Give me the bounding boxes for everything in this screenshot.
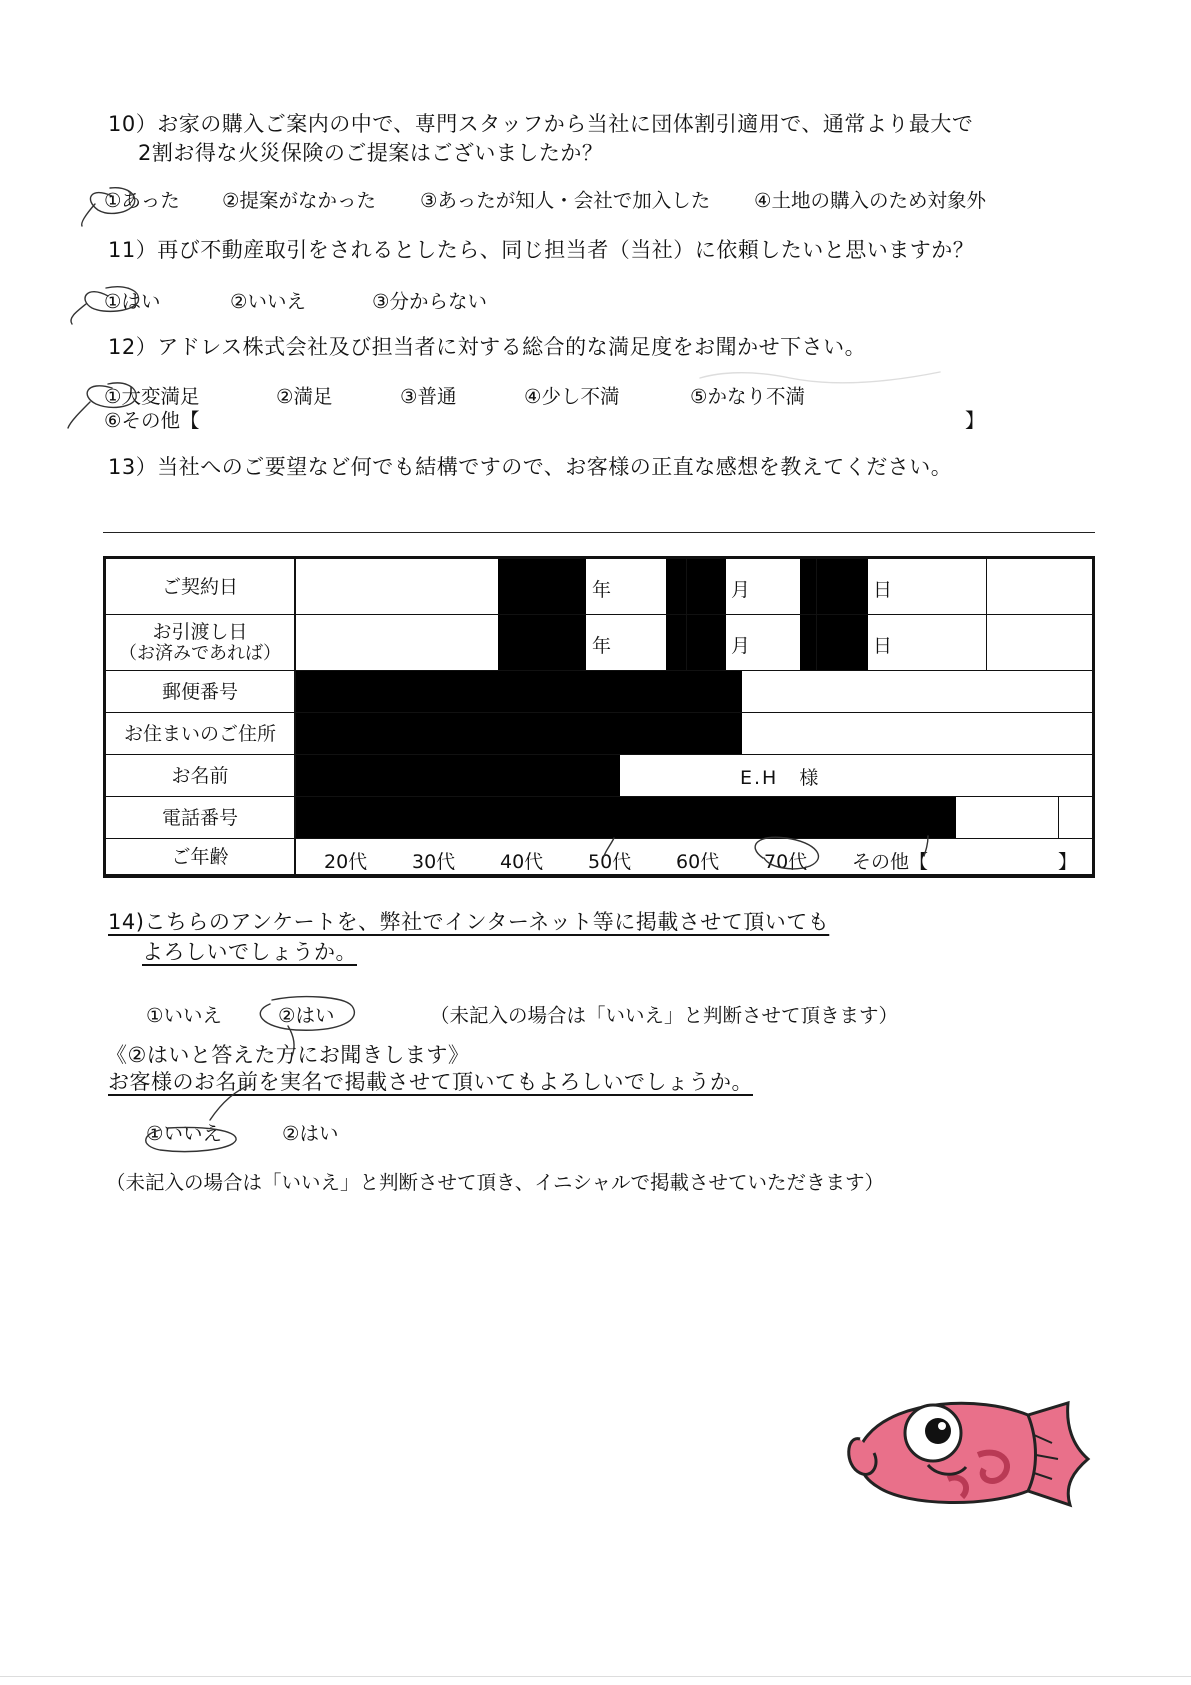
- q12-option-6[interactable]: ⑥その他【: [104, 409, 200, 432]
- age-option-70s[interactable]: 70代: [764, 851, 808, 873]
- age-label: ご年齢: [106, 839, 296, 874]
- handover-date-label-line2: （お済みであれば）: [119, 642, 281, 664]
- q12-option-4[interactable]: ④少し不満: [524, 385, 620, 408]
- circle-mark-q10: [90, 188, 134, 214]
- month-label: 月: [731, 635, 751, 657]
- q10-option-2[interactable]: ②提案がなかった: [222, 189, 376, 212]
- q12-option-3[interactable]: ③普通: [400, 385, 457, 408]
- q12-option-5[interactable]: ⑤かなり不満: [690, 385, 805, 408]
- day-label: 日: [873, 635, 893, 657]
- q14-followup-note: （未記入の場合は「いいえ」と判断させて頂き、イニシャルで掲載させていただきます）: [106, 1171, 885, 1194]
- age-option-50s[interactable]: 50代: [588, 851, 632, 873]
- address-label: お住まいのご住所: [106, 713, 296, 754]
- month-label: 月: [731, 579, 751, 601]
- circle-mark-q14-yes: [260, 997, 354, 1031]
- q14-followup-option-yes[interactable]: ②はい: [282, 1122, 339, 1145]
- q14-followup-header: 《②はいと答えた方にお聞きします》: [106, 1043, 470, 1067]
- q14-line1: 14)こちらのアンケートを、弊社でインターネット等に掲載させて頂いても: [108, 910, 830, 934]
- q10-line1: 10）お家の購入ご案内の中で、専門スタッフから当社に団体割引適用で、通常より最大で: [108, 112, 974, 136]
- circle-mark-q11: [85, 287, 139, 312]
- circle-mark-age-70s: [755, 837, 818, 869]
- q12-option-6-close: 】: [965, 409, 985, 432]
- age-option-other-close: 】: [1058, 851, 1078, 873]
- q10-line2: 2割お得な火災保険のご提案はございましたか？: [138, 141, 604, 165]
- q11-question: 11）再び不動産取引をされるとしたら、同じ担当者（当社）に依頼したいと思いますか？: [108, 238, 975, 262]
- circle-mark-q12: [87, 383, 136, 407]
- year-label: 年: [592, 579, 612, 601]
- q12-option-2[interactable]: ②満足: [276, 385, 333, 408]
- day-label: 日: [873, 579, 893, 601]
- q14-option-no[interactable]: ①いいえ: [146, 1004, 222, 1027]
- q11-option-3[interactable]: ③分からない: [372, 290, 487, 313]
- q14-note: （未記入の場合は「いいえ」と判断させて頂きます）: [430, 1004, 899, 1027]
- q11-option-2[interactable]: ②いいえ: [230, 290, 306, 313]
- q10-option-4[interactable]: ④土地の購入のため対象外: [754, 189, 986, 212]
- q14-followup-option-no[interactable]: ①いいえ: [146, 1122, 222, 1145]
- year-label: 年: [592, 635, 612, 657]
- q13-question: 13）当社へのご要望など何でも結構ですので、お客様の正直な感想を教えてください。: [108, 455, 953, 479]
- age-option-60s[interactable]: 60代: [676, 851, 720, 873]
- q11-option-1[interactable]: ①はい: [104, 290, 161, 313]
- age-option-40s[interactable]: 40代: [500, 851, 544, 873]
- phone-label: 電話番号: [106, 797, 296, 838]
- q10-option-3[interactable]: ③あったが知人・会社で加入した: [420, 189, 711, 212]
- handover-date-label-line1: お引渡し日: [152, 620, 248, 643]
- q10-option-1[interactable]: ①あった: [104, 189, 180, 212]
- circle-mark-followup-no: [146, 1128, 236, 1152]
- age-option-other[interactable]: その他【: [852, 851, 929, 873]
- contract-date-label: ご契約日: [106, 559, 296, 614]
- name-value: E.H 様: [740, 767, 821, 789]
- q14-option-yes[interactable]: ②はい: [278, 1004, 335, 1027]
- postal-code-label: 郵便番号: [106, 671, 296, 712]
- q12-question: 12）アドレス株式会社及び担当者に対する総合的な満足度をお聞かせ下さい。: [108, 335, 867, 359]
- pink-fish-mascot-icon: [838, 1395, 1098, 1510]
- age-option-30s[interactable]: 30代: [412, 851, 456, 873]
- name-label: お名前: [106, 755, 296, 796]
- q14-line2: よろしいでしょうか。: [142, 940, 357, 964]
- q12-option-1[interactable]: ①大変満足: [104, 385, 200, 408]
- page-bottom-rule: [0, 1676, 1191, 1677]
- q14-followup-question: お客様のお名前を実名で掲載させて頂いてもよろしいでしょうか。: [108, 1070, 753, 1094]
- age-option-20s[interactable]: 20代: [324, 851, 368, 873]
